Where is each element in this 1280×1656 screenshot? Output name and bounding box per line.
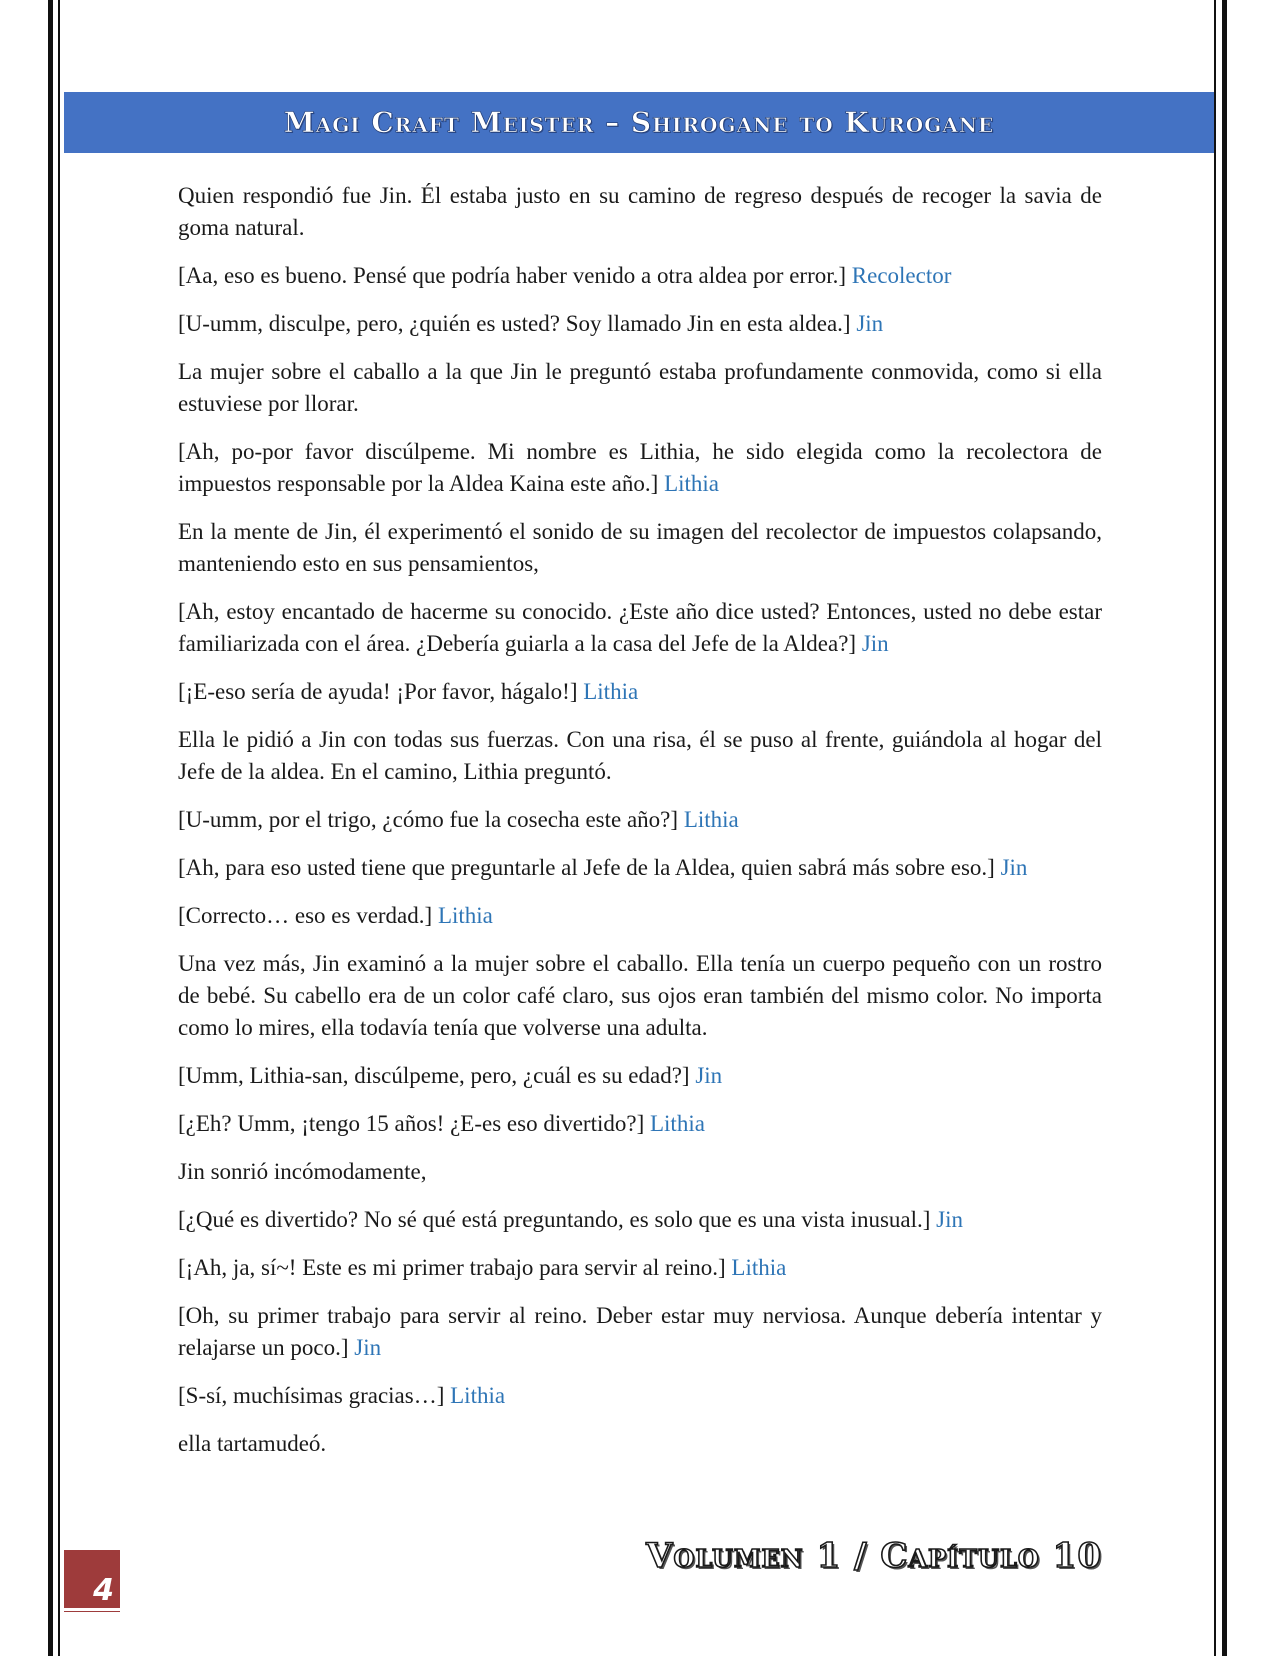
page-border-right-inner	[1214, 0, 1216, 1656]
header-band	[64, 92, 1214, 153]
paragraph-text: Una vez más, Jin examinó a la mujer sobre el caballo. Ella tenía un cuerpo pequeño con un rostro de bebé. Su cabello era de un color café claro, sus ojos eran también del mismo color. No importa como lo mires, ella todavía tenía que volverse una adulta.	[178, 951, 1102, 1040]
paragraph	[178, 852, 1102, 884]
paragraph-text: Ella le pidió a Jin con todas sus fuerzas. Con una risa, él se puso al frente, guiándola al hogar del Jefe de la aldea. En el camino, Lithia preguntó.	[178, 727, 1102, 784]
speaker-tag: Lithia	[649, 1111, 705, 1136]
paragraph	[178, 1252, 1102, 1284]
paragraph	[178, 1108, 1102, 1140]
page-body	[178, 180, 1102, 1476]
paragraph-text: [¡Ah, ja, sí~! Este es mi primer trabajo para servir al reino.]	[178, 1255, 732, 1280]
paragraph	[178, 724, 1102, 788]
paragraph-text: [¡E-eso sería de ayuda! ¡Por favor, hágalo!]	[178, 679, 584, 704]
paragraph	[178, 596, 1102, 660]
speaker-tag: Jin	[354, 1335, 382, 1360]
speaker-tag: Lithia	[437, 903, 493, 928]
chapter-footer: Volumen 1 / Capítulo 10	[646, 1536, 1102, 1576]
speaker-tag: Lithia	[683, 807, 739, 832]
paragraph	[178, 948, 1102, 1044]
paragraph	[178, 1428, 1102, 1460]
paragraph-text: [Correcto… eso es verdad.]	[178, 903, 438, 928]
paragraph	[178, 260, 1102, 292]
speaker-tag: Jin	[695, 1063, 723, 1088]
speaker-tag: Lithia	[731, 1255, 787, 1280]
paragraph	[178, 804, 1102, 836]
page-number: 4	[93, 1573, 114, 1608]
paragraph	[178, 676, 1102, 708]
paragraph	[178, 356, 1102, 420]
speaker-tag: Recolector	[851, 263, 952, 288]
page-number-box	[64, 1550, 120, 1612]
paragraph-text: [S-sí, muchísimas gracias…]	[178, 1383, 451, 1408]
paragraph-text: [Aa, eso es bueno. Pensé que podría haber venido a otra aldea por error.]	[178, 263, 852, 288]
speaker-tag: Lithia	[583, 679, 639, 704]
paragraph	[178, 516, 1102, 580]
paragraph-text: Quien respondió fue Jin. Él estaba justo en su camino de regreso después de recoger la savia de goma natural.	[178, 183, 1102, 240]
paragraph-text: [Oh, su primer trabajo para servir al reino. Deber estar muy nerviosa. Aunque debería intentar y relajarse un poco.]	[178, 1303, 1102, 1360]
paragraph-text: [¿Qué es divertido? No sé qué está preguntando, es solo que es una vista inusual.]	[178, 1207, 937, 1232]
speaker-tag: Jin	[856, 311, 884, 336]
paragraph-text: [U-umm, por el trigo, ¿cómo fue la cosecha este año?]	[178, 807, 684, 832]
page-border-right-outer	[1222, 0, 1227, 1656]
speaker-tag: Lithia	[664, 471, 719, 496]
speaker-tag: Jin	[1000, 855, 1028, 880]
speaker-tag: Lithia	[450, 1383, 506, 1408]
paragraph	[178, 180, 1102, 244]
paragraph-text: [¿Eh? Umm, ¡tengo 15 años! ¿E-es eso divertido?]	[178, 1111, 650, 1136]
paragraph-text: [Umm, Lithia-san, discúlpeme, pero, ¿cuál es su edad?]	[178, 1063, 696, 1088]
book-title: Magi Craft Meister – Shirogane to Kurogane	[283, 106, 995, 139]
paragraph-text: [U-umm, disculpe, pero, ¿quién es usted? Soy llamado Jin en esta aldea.]	[178, 311, 857, 336]
paragraph-text: [Ah, po-por favor discúlpeme. Mi nombre es Lithia, he sido elegida como la recolectora de impuestos responsable por la Aldea Kaina este año.]	[178, 439, 1102, 496]
speaker-tag: Jin	[936, 1207, 964, 1232]
paragraph	[178, 900, 1102, 932]
paragraph-text: En la mente de Jin, él experimentó el sonido de su imagen del recolector de impuestos colapsando, manteniendo esto en sus pensamientos,	[178, 519, 1102, 576]
speaker-tag: Jin	[861, 631, 889, 656]
paragraph-text: [Ah, para eso usted tiene que preguntarle al Jefe de la Aldea, quien sabrá más sobre eso.]	[178, 855, 1001, 880]
paragraph-text: La mujer sobre el caballo a la que Jin le preguntó estaba profundamente conmovida, como si ella estuviese por llorar.	[178, 359, 1102, 416]
paragraph-text: ella tartamudeó.	[178, 1431, 327, 1456]
paragraph-text: Jin sonrió incómodamente,	[178, 1159, 427, 1184]
paragraph-text: [Ah, estoy encantado de hacerme su conocido. ¿Este año dice usted? Entonces, usted no debe estar familiarizada con el área. ¿Debería guiarla a la casa del Jefe de la Aldea?]	[178, 599, 1102, 656]
paragraph	[178, 1204, 1102, 1236]
page-number-underline	[64, 1608, 120, 1611]
page-border-left-inner	[58, 0, 60, 1656]
paragraph	[178, 436, 1102, 500]
paragraph	[178, 1300, 1102, 1364]
paragraph	[178, 1156, 1102, 1188]
paragraph	[178, 1060, 1102, 1092]
page-border-left-outer	[48, 0, 53, 1656]
paragraph	[178, 308, 1102, 340]
paragraph	[178, 1380, 1102, 1412]
